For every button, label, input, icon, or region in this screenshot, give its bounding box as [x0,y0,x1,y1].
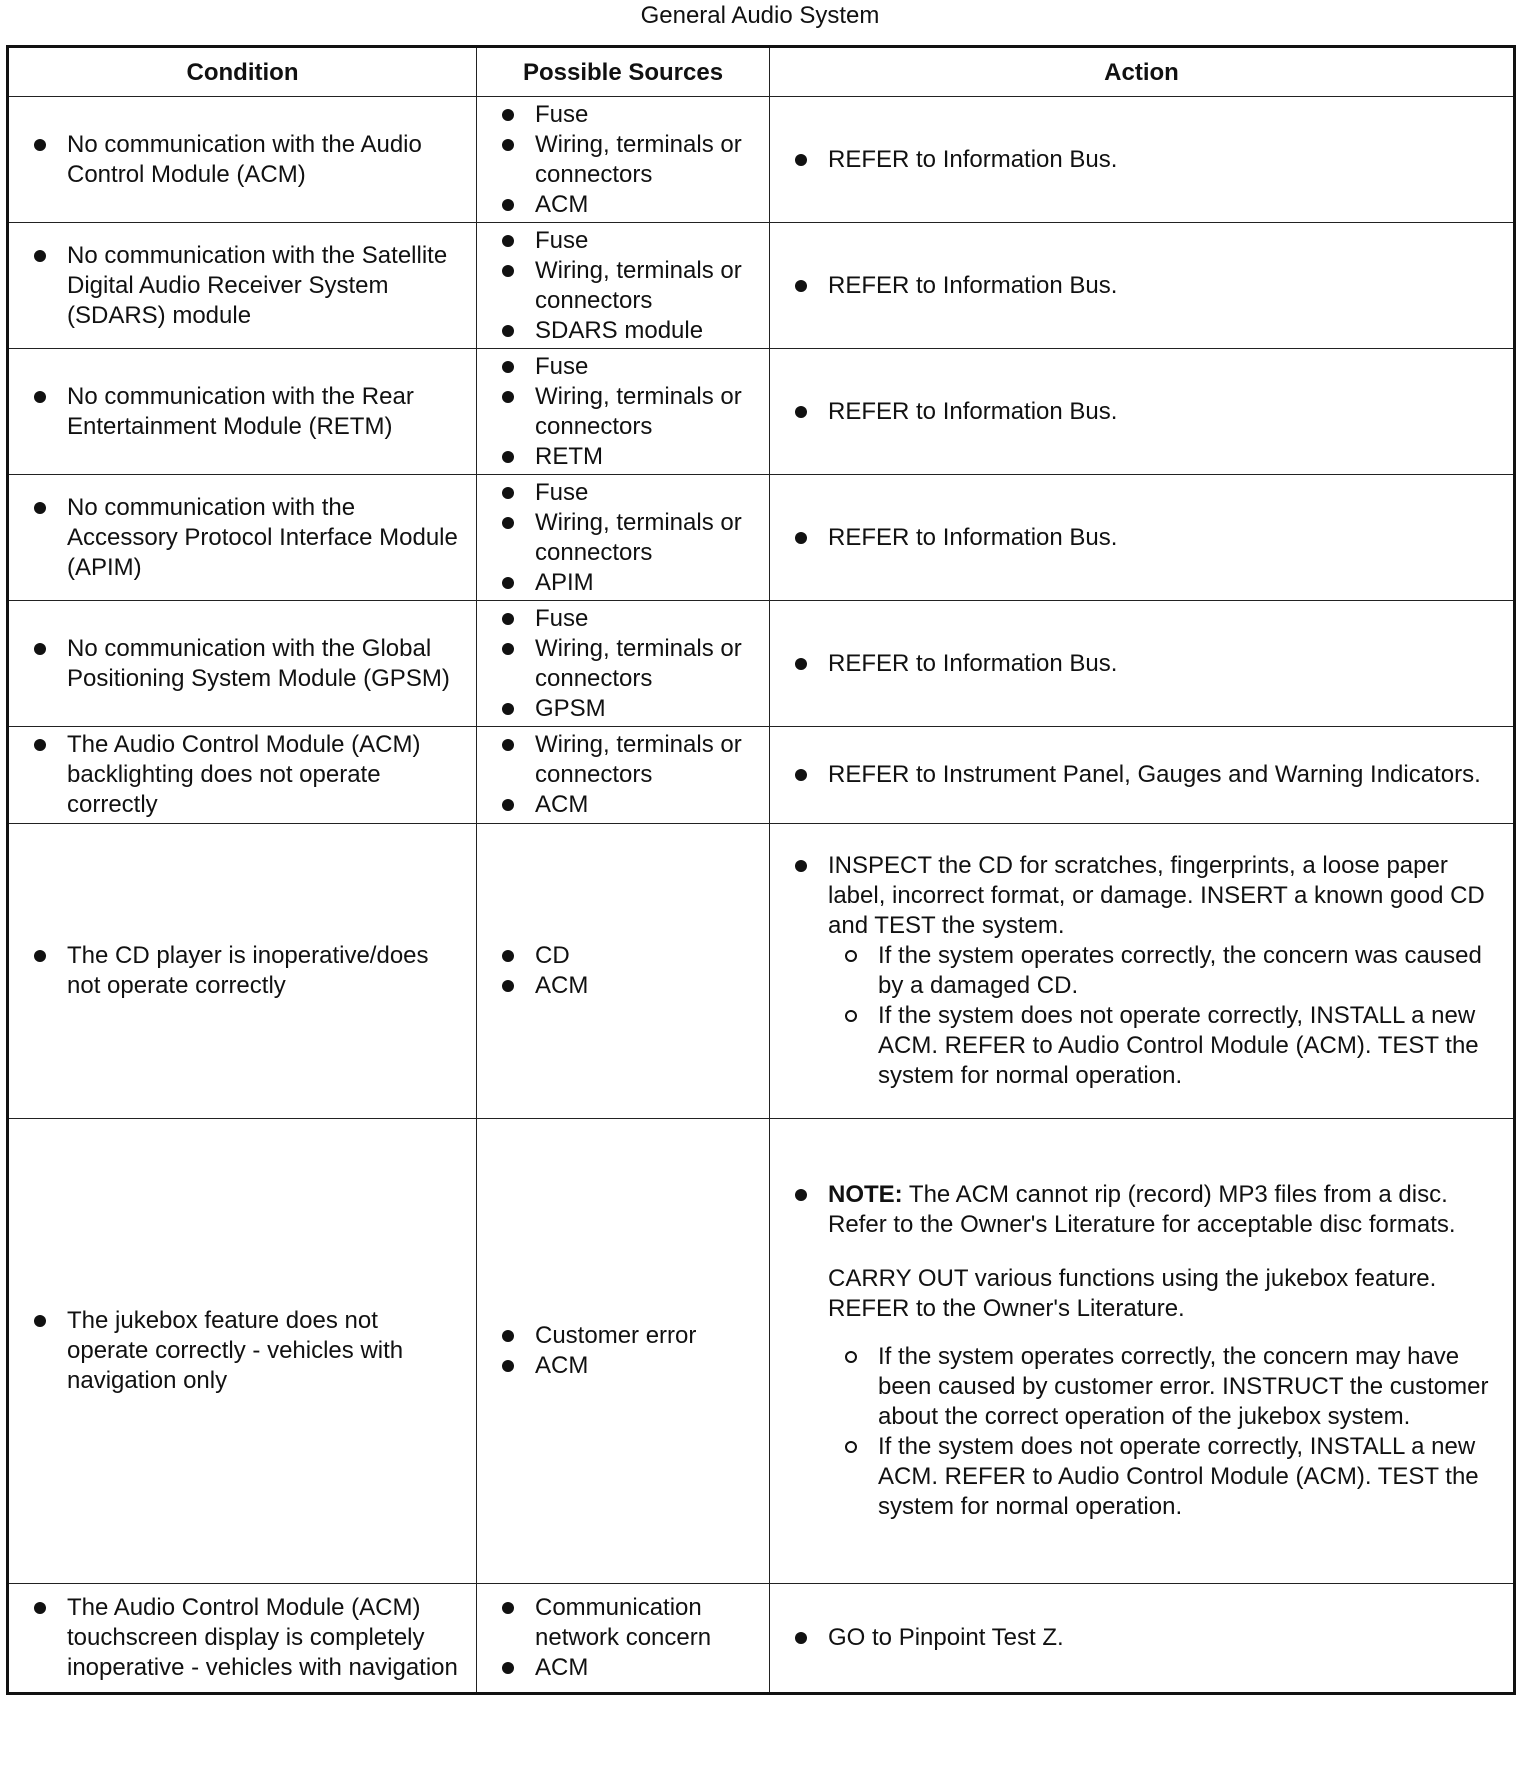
bullet-icon [502,1360,514,1372]
source-item: ACM [535,791,589,818]
action-cell [770,97,1515,223]
condition-cell [8,1584,477,1694]
table-row [8,97,1515,223]
condition-text: The jukebox feature does not operate correctly - vehicles with navigation only [67,1307,404,1394]
source-item: SDARS module [535,316,704,344]
table-row [8,824,1515,1119]
header-action: Action [770,47,1515,97]
sources-cell [477,97,770,223]
bullet-icon [795,154,807,166]
bullet-icon [795,1189,807,1201]
action-cell [770,475,1515,601]
bullet-icon [502,739,514,751]
bullet-icon [502,325,514,337]
action-text: REFER to Information Bus. [828,271,1118,299]
sub-step: If the system does not operate correctly, INSTALL a new ACM. REFER to Audio Control Module (ACM). TEST the system for normal operation. [878,1433,1479,1520]
bullet-icon [502,799,514,811]
bullet-icon [502,950,514,962]
bullet-icon [502,703,514,715]
table-row [8,601,1515,727]
bullet-icon [502,265,514,277]
condition-cell [8,824,477,1119]
table-row [8,1119,1515,1584]
action-cell [770,1584,1515,1694]
sources-cell [477,1119,770,1584]
bullet-icon [502,109,514,121]
action-cell [770,349,1515,475]
source-item: Fuse [535,100,589,128]
source-item: ACM [535,190,589,218]
condition-text: No communication with the Rear Entertainment Module (RETM) [67,382,414,440]
source-item: CD [535,942,570,969]
action-cell [770,1119,1515,1584]
bullet-icon [795,658,807,670]
action-text: REFER to Information Bus. [828,523,1118,551]
condition-text: No communication with the Satellite Digital Audio Receiver System (SDARS) module [67,241,448,329]
condition-cell [8,349,477,475]
table-row [8,1584,1515,1694]
source-item: RETM [535,442,603,470]
sources-cell [477,727,770,824]
source-item: ACM [535,1352,589,1379]
source-item: Wiring, terminals or connectors [535,382,742,440]
bullet-icon [34,391,46,403]
source-item: Wiring, terminals or connectors [535,256,742,314]
action-text: REFER to Information Bus. [828,145,1118,173]
condition-text: No communication with the Audio Control Module (ACM) [67,130,422,188]
bullet-icon [502,451,514,463]
table-row [8,475,1515,601]
sub-step: If the system does not operate correctly, INSTALL a new ACM. REFER to Audio Control Module (ACM). TEST the system for normal operation. [878,1002,1479,1089]
action-cell [770,601,1515,727]
sub-step: If the system operates correctly, the concern may have been caused by customer error. INSTRUCT the customer about the correct operation of the jukebox system. [878,1343,1489,1430]
bullet-icon [502,487,514,499]
condition-text: The Audio Control Module (ACM) touchscreen display is completely inoperative - vehicles with navigation [67,1594,458,1681]
sub-step: If the system operates correctly, the concern was caused by a damaged CD. [878,942,1482,999]
action-cell [770,727,1515,824]
action-text: INSPECT the CD for scratches, fingerprints, a loose paper label, incorrect format, or damage. INSERT a known good CD and TEST the system. [828,852,1485,939]
bullet-icon [502,1330,514,1342]
bullet-icon [502,235,514,247]
action-cell [770,223,1515,349]
table-row [8,223,1515,349]
source-item: Fuse [535,226,589,254]
action-text: REFER to Information Bus. [828,397,1118,425]
bullet-icon [795,769,807,781]
source-item: Wiring, terminals or connectors [535,731,742,788]
bullet-icon [34,739,46,751]
bullet-icon [502,139,514,151]
action-text: CARRY OUT various functions using the jukebox feature. REFER to the Owner's Literature. [828,1265,1437,1322]
symptom-chart-table [6,45,1516,1695]
bullet-icon [502,980,514,992]
action-text: REFER to Instrument Panel, Gauges and Warning Indicators. [828,761,1481,788]
bullet-icon [795,1632,807,1644]
hollow-bullet-icon [845,1441,857,1453]
bullet-icon [34,950,46,962]
action-text: GO to Pinpoint Test Z. [828,1624,1064,1651]
bullet-icon [34,1315,46,1327]
bullet-icon [34,502,46,514]
source-item: Fuse [535,478,589,506]
source-item: Fuse [535,352,589,380]
note-text: The ACM cannot rip (record) MP3 files from a disc. Refer to the Owner's Literature for acceptable disc formats. [828,1181,1456,1238]
source-item: ACM [535,1654,589,1681]
sources-cell [477,475,770,601]
bullet-icon [502,517,514,529]
action-text: REFER to Information Bus. [828,649,1118,677]
bullet-icon [502,577,514,589]
bullet-icon [34,643,46,655]
action-cell [770,824,1515,1119]
source-item: Wiring, terminals or connectors [535,130,742,188]
bullet-icon [502,199,514,211]
bullet-icon [502,613,514,625]
bullet-icon [34,250,46,262]
source-item: APIM [535,568,594,596]
bullet-icon [795,280,807,292]
page-title: General Audio System [640,2,880,29]
bullet-icon [502,643,514,655]
bullet-icon [502,361,514,373]
note-label: NOTE: [828,1181,903,1208]
condition-cell [8,1119,477,1584]
condition-cell [8,475,477,601]
condition-cell [8,601,477,727]
bullet-icon [502,391,514,403]
table-row [8,727,1515,824]
bullet-icon [502,1662,514,1674]
source-item: Wiring, terminals or connectors [535,634,742,692]
condition-cell [8,97,477,223]
header-row [8,47,1515,97]
source-item: Customer error [535,1322,697,1349]
bullet-icon [34,139,46,151]
bullet-icon [795,406,807,418]
hollow-bullet-icon [845,950,857,962]
source-item: GPSM [535,694,606,722]
source-item: Communication network concern [535,1594,712,1651]
sources-cell [477,349,770,475]
condition-cell [8,727,477,824]
condition-text: The Audio Control Module (ACM) backlighting does not operate correctly [67,731,421,818]
header-possible-sources: Possible Sources [477,47,770,97]
sources-cell [477,1584,770,1694]
sources-cell [477,223,770,349]
bullet-icon [795,860,807,872]
hollow-bullet-icon [845,1010,857,1022]
table-row [8,349,1515,475]
condition-cell [8,223,477,349]
bullet-icon [502,1602,514,1614]
bullet-icon [34,1602,46,1614]
hollow-bullet-icon [845,1351,857,1363]
condition-text: No communication with the Global Positioning System Module (GPSM) [67,634,450,692]
source-item: Wiring, terminals or connectors [535,508,742,566]
source-item: ACM [535,972,589,999]
sources-cell [477,824,770,1119]
bullet-icon [795,532,807,544]
condition-text: No communication with the Accessory Protocol Interface Module (APIM) [67,493,458,581]
header-condition: Condition [8,47,477,97]
sources-cell [477,601,770,727]
source-item: Fuse [535,604,589,632]
condition-text: The CD player is inoperative/does not operate correctly [67,942,429,999]
